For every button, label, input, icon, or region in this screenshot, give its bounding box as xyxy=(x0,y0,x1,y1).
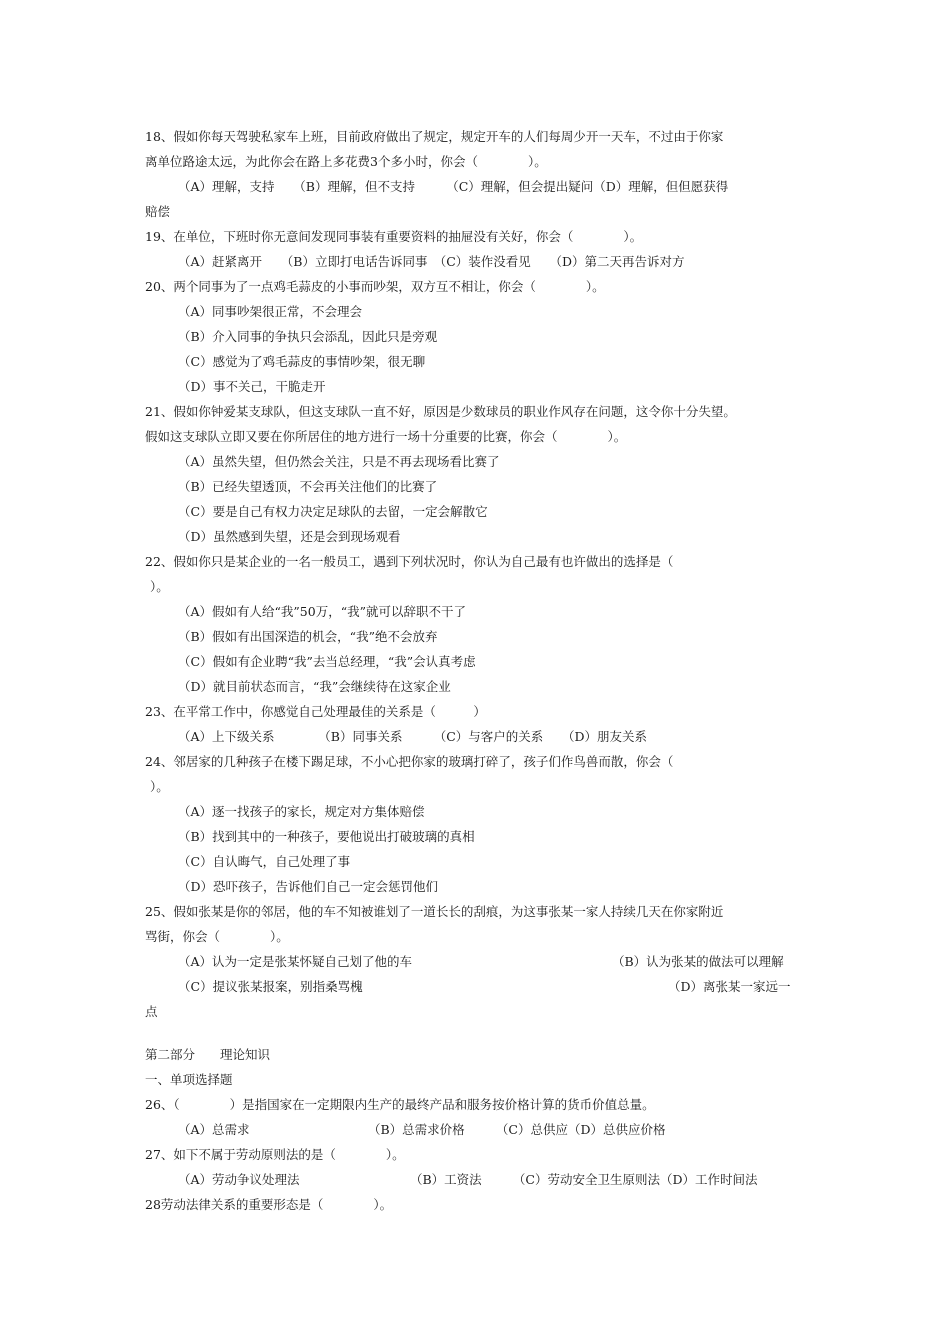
question-24-option-a: （A）逐一找孩子的家长，规定对方集体赔偿 xyxy=(178,804,425,819)
question-18-options: （A）理解，支持 （B）理解，但不支持 （C）理解，但会提出疑问（D）理解，但但愿获得 xyxy=(178,179,729,194)
question-18-options-wrap: 赔偿 xyxy=(145,204,171,219)
subsection-title-single-choice: 一、单项选择题 xyxy=(145,1072,233,1087)
question-20-option-b: （B）介入同事的争执只会添乱，因此只是旁观 xyxy=(178,329,438,344)
question-25-line-2: 骂街，你会（ ）。 xyxy=(145,929,289,944)
question-24-option-c: （C）自认晦气，自己处理了事 xyxy=(178,854,351,869)
question-27-option-a: （A）劳动争议处理法 xyxy=(178,1172,300,1187)
question-19-options: （A）赶紧离开 （B）立即打电话告诉同事 （C）装作没看见 （D）第二天再告诉对方 xyxy=(178,254,685,269)
question-22-line-1: 22、假如你只是某企业的一名一般员工，遇到下列状况时，你认为自己最有也许做出的选择是（ xyxy=(145,554,674,569)
question-26: 26、（ ）是指国家在一定期限内生产的最终产品和服务按价格计算的货币价值总量。 xyxy=(145,1097,655,1112)
question-28: 28劳动法律关系的重要形态是（ ）。 xyxy=(145,1197,393,1212)
question-24-option-b: （B）找到其中的一种孩子，要他说出打破玻璃的真相 xyxy=(178,829,475,844)
question-21-option-a: （A）虽然失望，但仍然会关注，只是不再去现场看比赛了 xyxy=(178,454,500,469)
question-27-options-bcd: （B）工资法 （C）劳动安全卫生原则法（D）工作时间法 xyxy=(410,1172,758,1187)
question-20-option-d: （D）事不关己，干脆走开 xyxy=(178,379,326,394)
question-23-options: （A）上下级关系 （B）同事关系 （C）与客户的关系 （D）朋友关系 xyxy=(178,729,648,744)
question-19: 19、在单位，下班时你无意间发现同事装有重要资料的抽屉没有关好，你会（ ）。 xyxy=(145,229,643,244)
question-25-option-d: （D）离张某一家远一 xyxy=(668,979,791,994)
question-25-option-a: （A）认为一定是张某怀疑自己划了他的车 xyxy=(178,954,413,969)
question-27: 27、如下不属于劳动原则法的是（ ）。 xyxy=(145,1147,405,1162)
question-25-option-c: （C）提议张某报案，别指桑骂槐 xyxy=(178,979,363,994)
question-18-line-1: 18、假如你每天驾驶私家车上班，目前政府做出了规定，规定开车的人们每周少开一天车，不过由于你家 xyxy=(145,129,724,144)
question-26-option-a: （A）总需求 xyxy=(178,1122,250,1137)
question-25-line-1: 25、假如张某是你的邻居，他的车不知被谁划了一道长长的刮痕，为这事张某一家人持续几天在你家附近 xyxy=(145,904,724,919)
question-24-line-1: 24、邻居家的几种孩子在楼下踢足球，不小心把你家的玻璃打碎了，孩子们作鸟兽而散，你会（ xyxy=(145,754,674,769)
question-22-option-b: （B）假如有出国深造的机会，“我”绝不会放弃 xyxy=(178,629,438,644)
question-25-option-b: （B）认为张某的做法可以理解 xyxy=(612,954,784,969)
question-20-option-c: （C）感觉为了鸡毛蒜皮的事情吵架，很无聊 xyxy=(178,354,426,369)
question-21-line-2: 假如这支球队立即又要在你所居住的地方进行一场十分重要的比赛，你会（ ）。 xyxy=(145,429,627,444)
question-21-option-b: （B）已经失望透顶，不会再关注他们的比赛了 xyxy=(178,479,438,494)
question-21-option-c: （C）要是自己有权力决定足球队的去留，一定会解散它 xyxy=(178,504,488,519)
question-18-line-2: 离单位路途太远，为此你会在路上多花费3个多小时，你会（ ）。 xyxy=(145,154,547,169)
section-title-part-two: 第二部分 理论知识 xyxy=(145,1047,271,1062)
question-26-options-bcd: （B）总需求价格 （C）总供应（D）总供应价格 xyxy=(368,1122,666,1137)
question-23: 23、在平常工作中，你感觉自己处理最佳的关系是（ ） xyxy=(145,704,486,719)
question-20-option-a: （A）同事吵架很正常，不会理会 xyxy=(178,304,363,319)
question-22-option-a: （A）假如有人给“我”50万，“我”就可以辞职不干了 xyxy=(178,604,466,619)
question-20: 20、两个同事为了一点鸡毛蒜皮的小事而吵架，双方互不相让，你会（ ）。 xyxy=(145,279,605,294)
question-21-line-1: 21、假如你钟爱某支球队，但这支球队一直不好，原因是少数球员的职业作风存在问题，这令你十分失望。 xyxy=(145,404,736,419)
question-24-option-d: （D）恐吓孩子，告诉他们自己一定会惩罚他们 xyxy=(178,879,439,894)
question-22-option-c: （C）假如有企业聘“我”去当总经理，“我”会认真考虑 xyxy=(178,654,476,669)
question-22-line-2: ）。 xyxy=(150,579,169,594)
question-25-option-d-wrap: 点 xyxy=(145,1004,158,1019)
question-21-option-d: （D）虽然感到失望，还是会到现场观看 xyxy=(178,529,401,544)
question-24-line-2: ）。 xyxy=(150,779,169,794)
question-22-option-d: （D）就目前状态而言，“我”会继续待在这家企业 xyxy=(178,679,451,694)
